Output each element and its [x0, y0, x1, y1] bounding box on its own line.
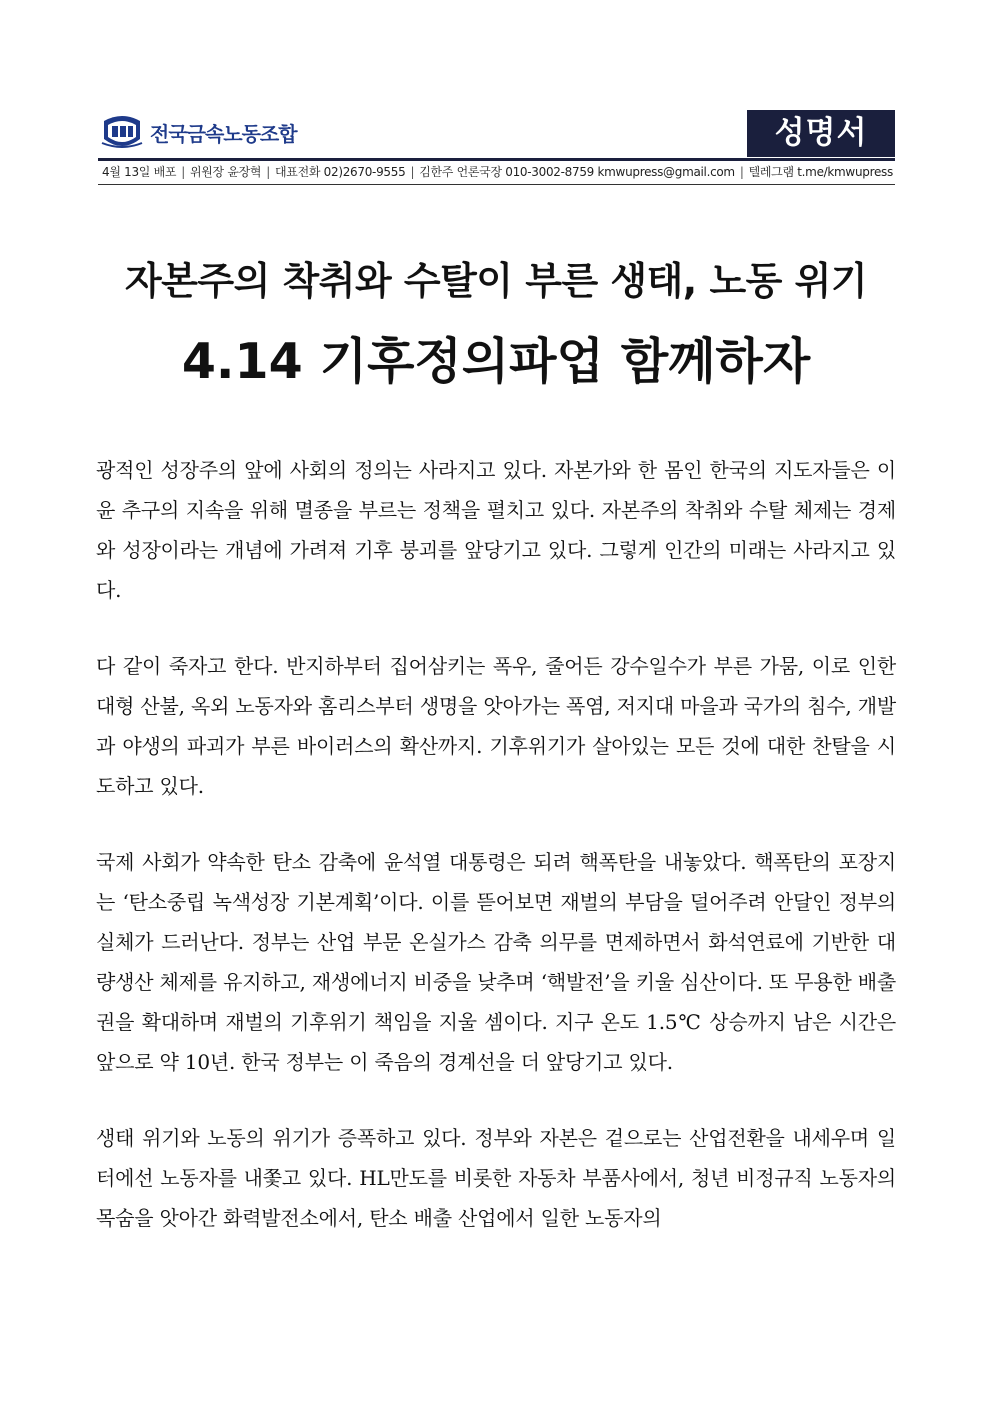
body-paragraph: 광적인 성장주의 앞에 사회의 정의는 사라지고 있다. 자본가와 한 몸인 한국의 지도자들은 이윤 추구의 지속을 위해 멸종을 부르는 정책을 펼치고 있다. 자본주의 착취와 수탈 체제는 경제와 성장이라는 개념에 가려져 기후 붕괴를 앞당기고 있다. 그렇게 인간의 미래는 사라지고 있다.	[96, 458, 896, 602]
header-divider-thin	[98, 184, 895, 185]
press-contact: 김한주 언론국장 010-3002-8759 kmwupress@gmail.com	[419, 165, 735, 179]
header-divider-thick	[98, 158, 895, 161]
headline-slogan: 4.14 기후정의파업 함께하자	[181, 333, 811, 390]
separator: |	[739, 165, 744, 179]
main-phone: 대표전화 02)2670-9555	[274, 165, 406, 179]
body-paragraph: 생태 위기와 노동의 위기가 증폭하고 있다. 정부와 자본은 겉으로는 산업전환을 내세우며 일터에선 노동자를 내쫓고 있다. HL만도를 비롯한 자동차 부품사에서, 청년 비정규직 노동자의 목숨을 앗아간 화력발전소에서, 탄소 배출 산업에서 일한 노동자의	[96, 1126, 896, 1230]
statement-body	[96, 450, 896, 1274]
telegram-link: 텔레그램 t.me/kmwupress	[748, 165, 893, 179]
union-emblem-icon	[100, 113, 144, 151]
headline-main: 자본주의 착취와 수탈이 부른 생태, 노동 위기	[124, 259, 868, 303]
chair-name: 위원장 윤장혁	[189, 165, 262, 179]
union-logo	[100, 113, 297, 151]
separator: |	[266, 165, 270, 179]
body-paragraph: 국제 사회가 약속한 탄소 감축에 윤석열 대통령은 되려 핵폭탄을 내놓았다. 핵폭탄의 포장지는 ‘탄소중립 녹색성장 기본계획’이다. 이를 뜯어보면 재벌의 부담을 덜어주려 안달인 정부의 실체가 드러난다. 정부는 산업 부문 온실가스 감축 의무를 면제하면서 화석연료에 기반한 대량생산 체제를 유지하고, 재생에너지 비중을 낮추며 ‘핵발전’을 키울 심산이다. 또 무용한 배출권을 확대하며 재벌의 기후위기 책임을 지울 셈이다. 지구 온도 1.5℃ 상승까지 남은 시간은 앞으로 약 10년. 한국 정부는 이 죽음의 경계선을 더 앞당기고 있다.	[96, 850, 896, 1074]
release-date: 4월 13일 배포	[102, 165, 177, 179]
body-paragraph: 다 같이 죽자고 한다. 반지하부터 집어삼키는 폭우, 줄어든 강수일수가 부른 가뭄, 이로 인한 대형 산불, 옥외 노동자와 홈리스부터 생명을 앗아가는 폭염, 저지대 마을과 국가의 침수, 개발과 야생의 파괴가 부른 바이러스의 확산까지. 기후위기가 살아있는 모든 것에 대한 찬탈을 시도하고 있다.	[96, 654, 896, 798]
separator: |	[181, 165, 185, 179]
separator: |	[410, 165, 415, 179]
contact-line	[102, 163, 895, 181]
org-name: 전국금속노동조합	[150, 121, 297, 146]
doc-type-badge: 성명서	[747, 110, 895, 157]
